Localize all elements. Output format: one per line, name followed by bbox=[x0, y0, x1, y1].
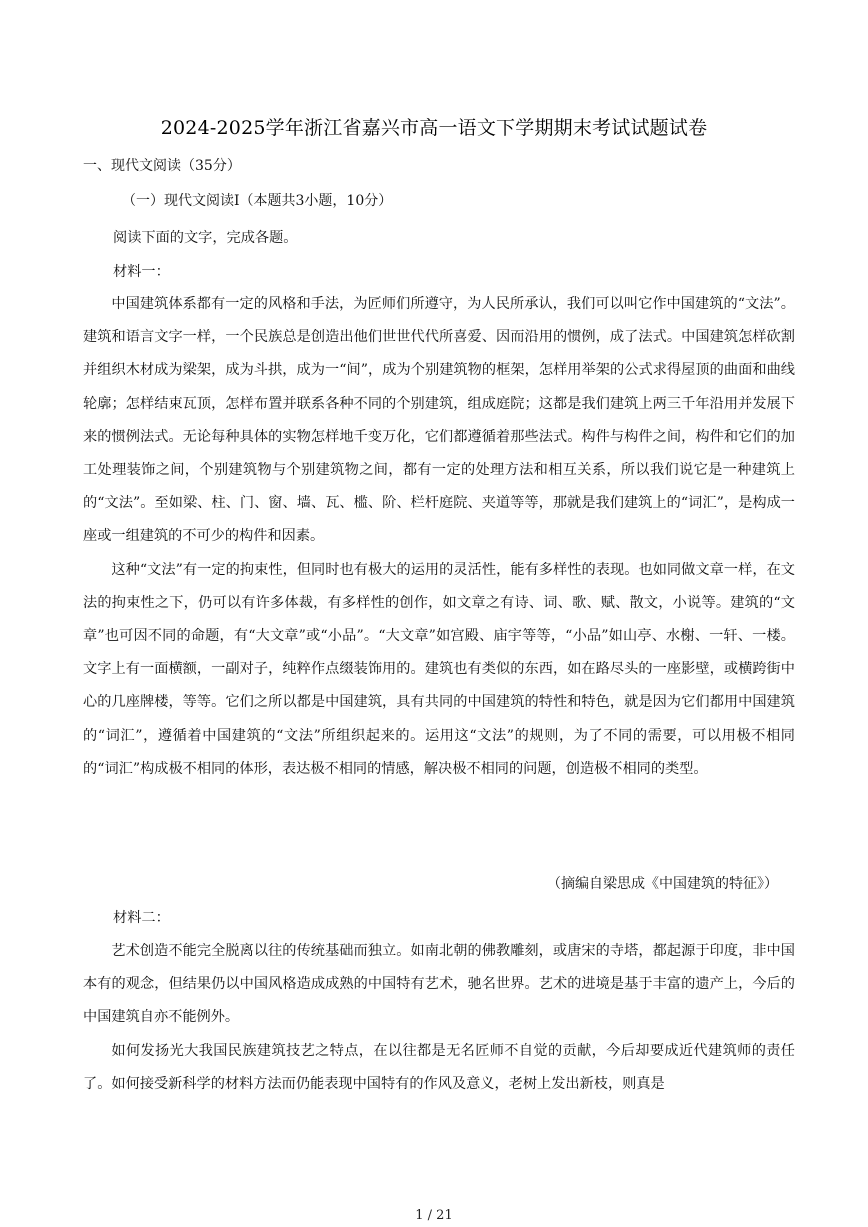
material-one-label: 材料一： bbox=[113, 264, 170, 280]
material-two-body bbox=[83, 935, 795, 1101]
sub-heading: （一）现代文阅读Ⅰ（本题共3小题，10分） bbox=[122, 193, 393, 209]
material-one-paragraph-1: 中国建筑体系都有一定的风格和手法，为匠师们所遵守，为人民所承认，我们可以叫它作中国建筑的“文法”。建筑和语言文字一样，一个民族总是创造出他们世世代代所喜爱、因而沿用的惯例，成了法式。中国建筑怎样砍割并组织木材成为梁架，成为斗拱，成为一“间”，成为个别建筑物的框架，怎样用举架的公式求得屋顶的曲面和曲线轮廓；怎样结束瓦顶，怎样布置并联系各种不同的个别建筑，组成庭院；这都是我们建筑上两三千年沿用并发展下来的惯例法式。无论每种具体的实物怎样地千变万化，它们都遵循着那些法式。构件与构件之间，构件和它们的加工处理装饰之间，个别建筑物与个别建筑物之间，都有一定的处理方法和相互关系，所以我们说它是一种建筑上的“文法”。至如梁、柱、门、窗、墙、瓦、槛、阶、栏杆庭院、夹道等等，那就是我们建筑上的“词汇”，是构成一座或一组建筑的不可少的构件和因素。 bbox=[83, 296, 795, 545]
page-number: 1 / 21 bbox=[415, 1208, 453, 1223]
material-two-label: 材料二： bbox=[113, 910, 170, 926]
material-one-body bbox=[83, 288, 795, 786]
material-one-source: （摘编自梁思成《中国建筑的特征》） bbox=[547, 876, 778, 892]
material-two-paragraph-1: 艺术创造不能完全脱离以往的传统基础而独立。如南北朝的佛教雕刻，或唐宋的寺塔，都起源于印度，非中国本有的观念，但结果仍以中国风格造成成熟的中国特有艺术，驰名世界。艺术的进境是基于丰富的遗产上，今后的中国建筑自亦不能例外。 bbox=[83, 943, 795, 1026]
material-one-paragraph-2: 这种“文法”有一定的拘束性，但同时也有极大的运用的灵活性，能有多样性的表现。也如同做文章一样，在文法的拘束性之下，仍可以有许多体裁，有多样性的创作，如文章之有诗、词、歌、赋、散文，小说等。建筑的“文章”也可因不同的命题，有“大文章”或“小品”。“大文章”如宫殿、庙宇等等，“小品”如山亭、水榭、一轩、一楼。文字上有一面横额，一副对子，纯粹作点缀装饰用的。建筑也有类似的东西，如在路尽头的一座影壁，或横跨街中心的几座牌楼，等等。它们之所以都是中国建筑，具有共同的中国建筑的特性和特色，就是因为它们都用中国建筑的“词汇”，遵循着中国建筑的“文法”所组织起来的。运用这“文法”的规则，为了不同的需要，可以用极不相同的“词汇”构成极不相同的体形，表达极不相同的情感，解决极不相同的问题，创造极不相同的类型。 bbox=[83, 561, 795, 777]
instruction-text: 阅读下面的文字，完成各题。 bbox=[113, 230, 298, 246]
material-two-paragraph-2: 如何发扬光大我国民族建筑技艺之特点，在以往都是无名匠师不自觉的贡献，今后却要成近代建筑师的责任了。如何接受新科学的材料方法而仍能表现中国特有的作风及意义，老树上发出新枝，则真是 bbox=[83, 1042, 795, 1092]
document-title: 2024-2025学年浙江省嘉兴市高一语文下学期期末考试试题试卷 bbox=[160, 117, 708, 139]
section-heading: 一、现代文阅读（35分） bbox=[83, 158, 241, 174]
